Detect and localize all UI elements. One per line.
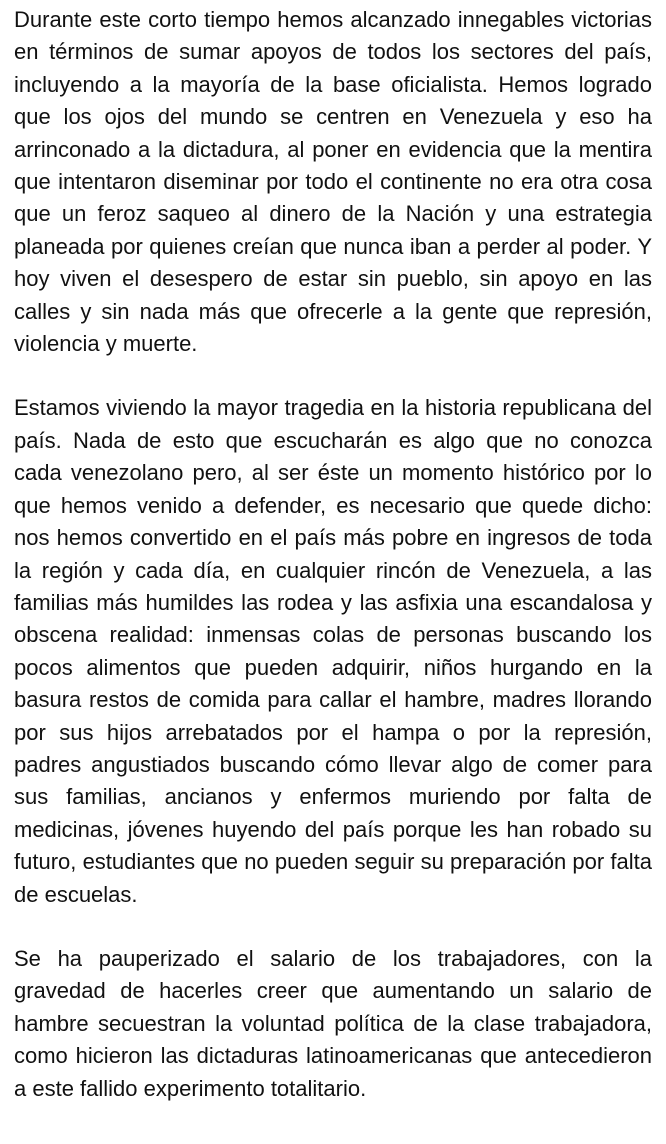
paragraph-victories: Durante este corto tiempo hemos alcanzado innegables victorias en términos de sumar apoyos de todos los sectores del país, incluyendo a la mayoría de la base oficialista. Hemos logrado que los ojos del mundo se centren en Venezuela y eso ha arrinconado a la dictadura, al poner en evidencia que la mentira que intentaron diseminar por todo el continente no era otra cosa que un feroz saqueo al dinero de la Nación y una estrategia planeada por quienes creían que nunca iban a perder al poder. Y hoy viven el desespero de estar sin pueblo, sin apoyo en las calles y sin nada más que ofrecerle a la gente que represión, violencia y muerte. — [14, 7, 652, 357]
paragraph-salary: Se ha pauperizado el salario de los trabajadores, con la gravedad de hacerles creer que aumentando un salario de hambre secuestran la voluntad política de la clase trabajadora, como hicieron las dictaduras latinoamericanas que antecedieron a este fallido experimento totalitario. — [14, 945, 652, 1101]
document-body — [0, 4, 666, 1105]
paragraph-tragedy: Estamos viviendo la mayor tragedia en la historia republicana del país. Nada de esto que escucharán es algo que no conozca cada venezolano pero, al ser éste un momento histórico por lo que hemos venido a defender, es necesario que quede dicho: nos hemos convertido en el país más pobre en ingresos de toda la región y cada día, en cualquier rincón de Venezuela, a las familias más humildes las rodea y las asfixia una escandalosa y obscena realidad: inmensas colas de personas buscando los pocos alimentos que pueden adquirir, niños hurgando en la basura restos de comida para callar el hambre, madres llorando por sus hijos arrebatados por el hampa o por la represión, padres angustiados buscando cómo llevar algo de comer para sus familias, ancianos y enfermos muriendo por falta de medicinas, jóvenes huyendo del país porque les han robado su futuro, estudiantes que no pueden seguir su preparación por falta de escuelas. — [14, 395, 652, 907]
